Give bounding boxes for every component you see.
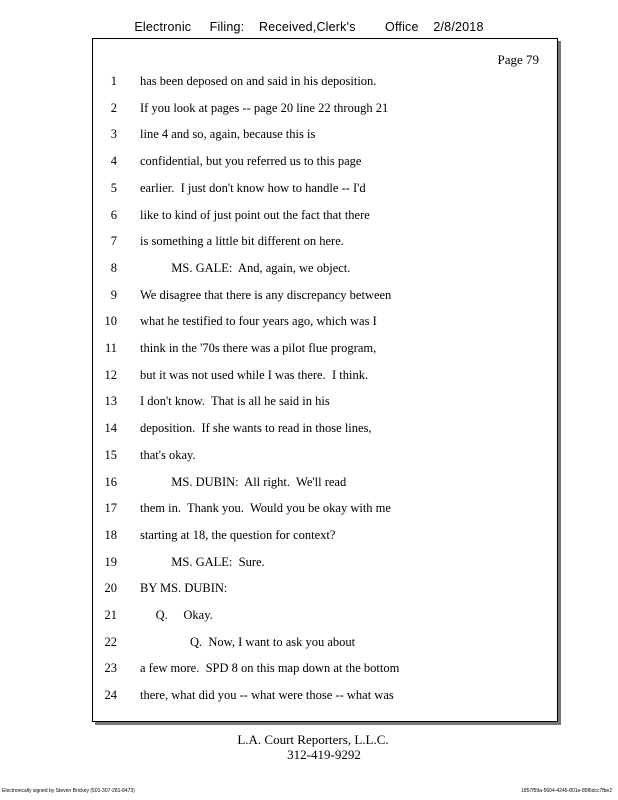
line-text: We disagree that there is any discrepancy between bbox=[140, 287, 392, 302]
transcript-line bbox=[93, 472, 557, 492]
transcript-line bbox=[93, 445, 557, 465]
line-text: deposition. If she wants to read in those lines, bbox=[140, 421, 372, 436]
line-text: what he testified to four years ago, which was I bbox=[140, 314, 377, 329]
line-text: is something a little bit different on here. bbox=[140, 234, 344, 249]
line-text: a few more. SPD 8 on this map down at the bottom bbox=[140, 661, 400, 676]
line-text: line 4 and so, again, because this is bbox=[140, 127, 316, 142]
transcript-line bbox=[93, 498, 557, 518]
reporter-phone: 312-419-9292 bbox=[287, 747, 361, 762]
transcript-line bbox=[93, 632, 557, 652]
line-number: 21 bbox=[104, 608, 117, 622]
transcript-line bbox=[93, 365, 557, 385]
line-number: 6 bbox=[110, 207, 117, 222]
line-text: Q. Okay. bbox=[140, 608, 213, 622]
line-number: 5 bbox=[110, 180, 117, 195]
line-text: them in. Thank you. Would you be okay with me bbox=[140, 501, 391, 516]
line-number: 8 bbox=[110, 260, 117, 275]
transcript-line bbox=[93, 285, 557, 305]
transcript-line bbox=[93, 231, 557, 251]
line-number: 10 bbox=[104, 314, 117, 329]
transcript-line bbox=[93, 258, 557, 278]
line-text: MS. GALE: And, again, we object. bbox=[140, 260, 351, 275]
transcript-line bbox=[93, 98, 557, 118]
transcript-line bbox=[93, 178, 557, 198]
line-number: 22 bbox=[104, 634, 117, 649]
line-number: 4 bbox=[110, 154, 117, 169]
transcript-line bbox=[93, 311, 557, 331]
line-text: earlier. I just don't know how to handle -- I'd bbox=[140, 180, 366, 195]
line-text: If you look at pages -- page 20 line 22 through 21 bbox=[140, 100, 389, 115]
transcript-line bbox=[93, 418, 557, 438]
transcript-line bbox=[93, 525, 557, 545]
line-number: 13 bbox=[104, 394, 117, 409]
transcript-line bbox=[93, 685, 557, 705]
line-number: 14 bbox=[104, 421, 117, 436]
transcript-line bbox=[93, 658, 557, 678]
page-number: Page 79 bbox=[497, 52, 539, 67]
line-text: like to kind of just point out the fact that there bbox=[140, 207, 370, 222]
line-text: BY MS. DUBIN: bbox=[140, 581, 228, 596]
transcript-line bbox=[93, 205, 557, 225]
line-number: 16 bbox=[104, 474, 117, 489]
transcript-line bbox=[93, 124, 557, 144]
transcript-line bbox=[93, 338, 557, 358]
line-number: 15 bbox=[104, 447, 117, 462]
document-hash: 1857f59a-5604-4245-801e-85f6dcc7fbe2 bbox=[521, 788, 612, 794]
line-number: 12 bbox=[104, 367, 117, 382]
transcript-line bbox=[93, 605, 557, 625]
transcript-line bbox=[93, 552, 557, 572]
transcript-line bbox=[93, 71, 557, 91]
line-number: 17 bbox=[104, 501, 117, 516]
line-number: 9 bbox=[110, 287, 117, 302]
line-number: 1 bbox=[110, 74, 117, 88]
filing-header: Electronic Filing: Received,Clerk's Office 2/8/2018 bbox=[134, 20, 484, 34]
line-text: Q. Now, I want to ask you about bbox=[140, 634, 356, 649]
line-number: 18 bbox=[104, 527, 117, 542]
line-number: 3 bbox=[110, 127, 117, 142]
line-text: confidential, but you referred us to this page bbox=[140, 154, 362, 169]
transcript-page bbox=[92, 38, 558, 722]
line-text: MS. GALE: Sure. bbox=[140, 554, 265, 569]
line-number: 7 bbox=[110, 234, 117, 249]
line-number: 19 bbox=[104, 554, 117, 569]
line-number: 20 bbox=[104, 581, 117, 596]
transcript-line bbox=[93, 391, 557, 411]
line-number: 24 bbox=[104, 688, 117, 703]
transcript-line bbox=[93, 151, 557, 171]
line-number: 11 bbox=[104, 341, 117, 355]
line-text: there, what did you -- what were those -- what was bbox=[140, 688, 394, 703]
line-text: MS. DUBIN: All right. We'll read bbox=[140, 474, 347, 489]
line-text: but it was not used while I was there. I think. bbox=[140, 367, 369, 382]
line-text: starting at 18, the question for context? bbox=[140, 527, 336, 542]
line-number: 23 bbox=[104, 661, 117, 676]
line-text: has been deposed on and said in his deposition. bbox=[140, 74, 377, 88]
line-text: that's okay. bbox=[140, 447, 196, 462]
line-text: I don't know. That is all he said in his bbox=[140, 394, 330, 409]
line-text: think in the '70s there was a pilot flue program, bbox=[140, 341, 377, 355]
electronic-signature: Electronically signed by Steven Brickey (501-307-281-8473) bbox=[2, 788, 135, 794]
transcript-line bbox=[93, 578, 557, 598]
reporter-name: L.A. Court Reporters, L.L.C. bbox=[237, 732, 389, 747]
line-number: 2 bbox=[110, 100, 117, 115]
